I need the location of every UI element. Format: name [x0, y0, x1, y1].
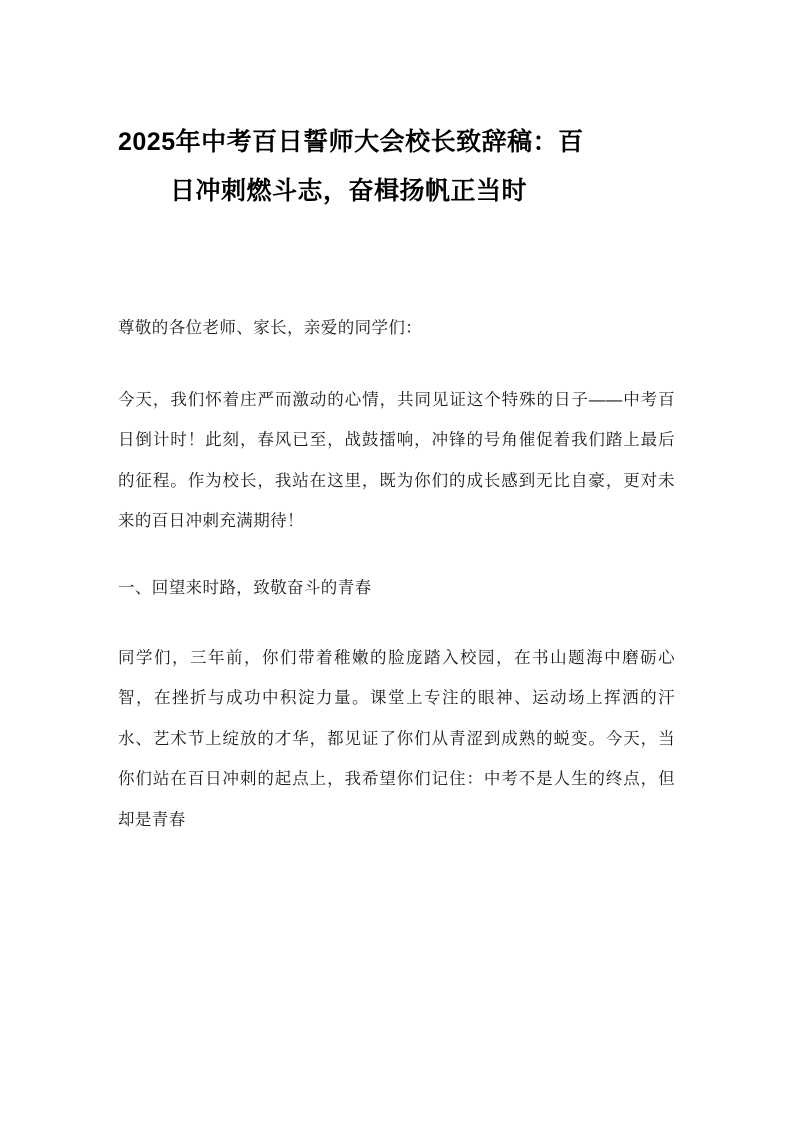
document-body	[118, 308, 675, 841]
section-1-paragraph: 同学们，三年前，你们带着稚嫩的脸庞踏入校园，在书山题海中磨砺心智，在挫折与成功中积淀力量。课堂上专注的眼神、运动场上挥洒的汗水、艺术节上绽放的才华，都见证了你们从青涩到成熟的蜕变。今天，当你们站在百日冲刺的起点上，我希望你们记住：中考不是人生的终点，但却是青春	[118, 649, 675, 829]
page-title-line-1: 2025年中考百日誓师大会校长致辞稿：百	[118, 128, 584, 156]
page-title	[118, 118, 675, 216]
intro-paragraph: 今天，我们怀着庄严而激动的心情，共同见证这个特殊的日子——中考百日倒计时！此刻，春风已至，战鼓擂响，冲锋的号角催促着我们踏上最后的征程。作为校长，我站在这里，既为你们的成长感到无比自豪，更对未来的百日冲刺充满期待！	[118, 390, 675, 531]
section-heading-1: 一、回望来时路，致敬奋斗的青春	[118, 578, 372, 597]
page-title-line-2: 日冲刺燃斗志，奋楫扬帆正当时	[170, 176, 528, 205]
salutation-paragraph: 尊敬的各位老师、家长，亲爱的同学们：	[118, 318, 423, 337]
